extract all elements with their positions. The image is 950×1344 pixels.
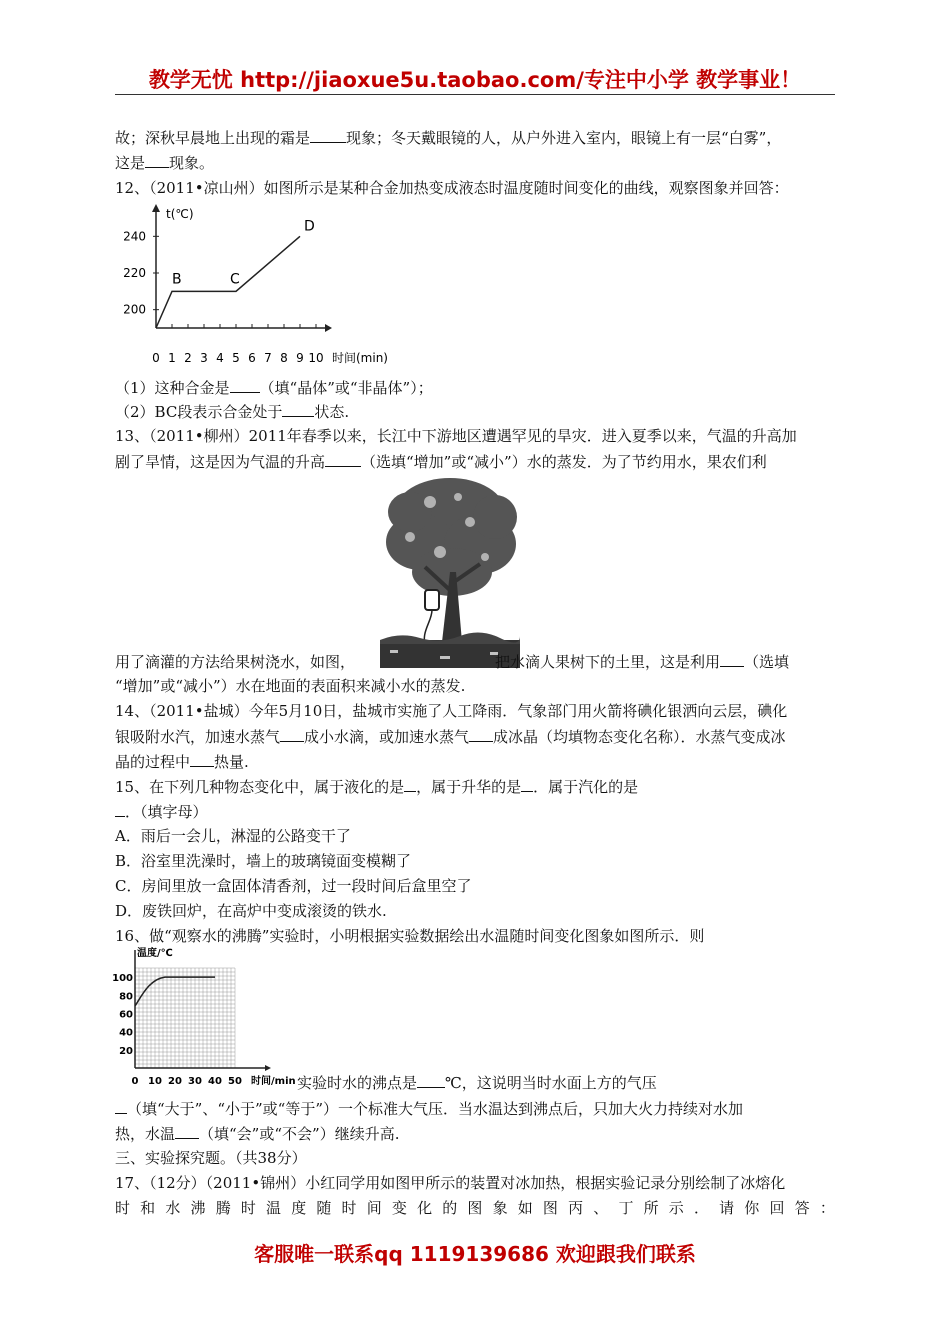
chart2-plot: [112, 946, 296, 1087]
footer-contact: 客服唯一联系qq 1119139686 欢迎跟我们联系: [254, 1242, 696, 1266]
q12-sub1: （1）这种合金是 （填“晶体”或“非晶体”）；: [115, 379, 433, 397]
alloy-heating-chart: [120, 200, 410, 370]
q15-line1: 15、在下列几种物态变化中，属于液化的是 ，属于升华的是 ．属于汽化的是: [115, 778, 639, 796]
x-tick-label: 10: [308, 351, 324, 365]
q17-word: 随: [316, 1199, 332, 1217]
q13-line1: 13、（2011•柳州）2011年春季以来，长江中下游地区遭遇罕见的旱灾．进入夏季以来，气温的升高加: [115, 427, 797, 445]
blank[interactable]: [521, 777, 533, 792]
q17-word: 所: [643, 1199, 659, 1217]
header-banner: 教学无忧 http://jiaoxue5u.taobao.com/专注中小学 教学事业！: [148, 68, 802, 92]
q17-word: 如: [517, 1199, 533, 1217]
x-tick-label: 20: [168, 1076, 182, 1087]
header-divider: [115, 94, 835, 95]
point-label-c: C: [230, 271, 240, 288]
q17-word: 温: [266, 1199, 282, 1217]
blank[interactable]: [417, 1073, 445, 1088]
point-label-b: B: [172, 271, 182, 288]
q17-word: 示: [668, 1199, 684, 1217]
x-axis-arrow: [265, 1065, 271, 1071]
y-tick-label: 80: [119, 991, 133, 1003]
point-label-d: D: [304, 218, 315, 235]
q13-line3: 用了滴灌的方法给果树浇水，如图， 把水滴人果树下的土里，这是利用 （选填: [115, 653, 790, 671]
q17-word: ：: [819, 1199, 835, 1217]
blank[interactable]: [325, 452, 361, 467]
q17-word: 水: [165, 1199, 181, 1217]
blank[interactable]: [115, 802, 125, 817]
q14-line1: 14、（2011•盐城）今年5月10日，盐城市实施了人工降雨．气象部门用火箭将碘化银洒向云层，碘化: [115, 702, 788, 720]
q15-option-d: D．废铁回炉，在高炉中变成滚烫的铁水.: [115, 902, 387, 920]
y-tick-label: 60: [119, 1009, 133, 1021]
q17-word: 时: [240, 1199, 256, 1217]
q12-sub2: （2）BC段表示合金处于 状态.: [115, 403, 350, 421]
q17-word: 图: [467, 1199, 483, 1217]
q17-word: 请: [719, 1199, 735, 1217]
blank[interactable]: [282, 402, 314, 417]
chart1-plot: [123, 204, 388, 365]
q17-word: 图: [542, 1199, 558, 1217]
drip-irrigation-tree-image: [380, 472, 520, 668]
x-tick-label: 1: [168, 351, 176, 365]
q17-line1: 17、（12分）（2011•锦州）小红同学用如图甲所示的装置对冰加热，根据实验记录分别绘制了冰熔化: [115, 1174, 786, 1192]
y-tick-label: 40: [119, 1027, 133, 1039]
x-axis-label: 时间(min): [332, 351, 388, 365]
q16-line4: 热，水温 （填“会”或“不会”）继续升高.: [115, 1125, 400, 1143]
y-axis-label: t(℃): [166, 207, 194, 221]
blank[interactable]: [115, 1099, 127, 1114]
x-tick-label: 40: [208, 1076, 222, 1087]
y-tick-label: 200: [123, 302, 146, 317]
q17-word: 度: [291, 1199, 307, 1217]
blank[interactable]: [404, 777, 416, 792]
blank[interactable]: [280, 727, 304, 742]
x-axis-label: 时间/min: [251, 1076, 296, 1087]
q17-word: 和: [140, 1199, 156, 1217]
q17-word: 腾: [215, 1199, 231, 1217]
q17-word: ．: [693, 1199, 709, 1217]
q16-line2: 实验时水的沸点是 ℃，这说明当时水面上方的气压: [297, 1074, 657, 1092]
q13-line2: 剧了旱情，这是因为气温的升高 （选填“增加”或“减小”）水的蒸发．为了节约用水，果农们利: [115, 453, 767, 471]
y-axis-label: 温度/℃: [137, 948, 173, 959]
x-tick-label: 30: [188, 1076, 202, 1087]
blank[interactable]: [230, 378, 260, 393]
q15-line2: ．（填字母）: [115, 802, 208, 821]
blank[interactable]: [190, 752, 214, 767]
y-tick-label: 20: [119, 1045, 133, 1057]
y-axis-arrow: [152, 204, 160, 212]
q17-word: 象: [492, 1199, 508, 1217]
x-tick-label: 0: [152, 351, 160, 365]
q17-word: 丁: [618, 1199, 634, 1217]
x-tick-label: 9: [296, 351, 304, 365]
q17-word: 回: [769, 1199, 785, 1217]
q17-word: 化: [417, 1199, 433, 1217]
water-boiling-chart: [112, 944, 305, 1088]
q15-option-a: A．雨后一会儿，淋湿的公路变干了: [115, 827, 351, 845]
q16-line3: （填“大于”、“小于”或“等于”）一个标准大气压．当水温达到沸点后，只加大火力持续对水加: [115, 1099, 743, 1118]
q14-line3: 晶的过程中 热量.: [115, 753, 249, 771]
q13-line4: “增加”或“减小”）水在地面的表面积来减小水的蒸发.: [115, 677, 466, 695]
y-tick-label: 220: [123, 266, 146, 280]
x-tick-label: 8: [280, 351, 288, 365]
blank[interactable]: [310, 128, 346, 143]
q17-word: 你: [744, 1199, 760, 1217]
q17-word: 、: [593, 1199, 609, 1217]
q15-option-b: B．浴室里洗澡时，墙上的玻璃镜面变模糊了: [115, 852, 412, 870]
x-tick-label: 6: [248, 351, 256, 365]
q17-word: 间: [366, 1199, 382, 1217]
x-tick-label: 50: [228, 1076, 242, 1087]
q17-word: 时: [115, 1199, 131, 1217]
blank[interactable]: [720, 652, 744, 667]
x-tick-label: 3: [200, 351, 208, 365]
x-tick-label: 7: [264, 351, 272, 365]
q11-line2: 这是 现象。: [115, 154, 215, 172]
q17-line2: [115, 1199, 835, 1217]
q17-word: 的: [442, 1199, 458, 1217]
x-tick-label: 0: [131, 1076, 139, 1087]
q17-word: 时: [341, 1199, 357, 1217]
x-axis-arrow: [325, 324, 332, 332]
q11-line1: 故；深秋早晨地上出现的霜是 现象；冬天戴眼镜的人，从户外进入室内，眼镜上有一层“白雾”，: [115, 129, 782, 147]
x-tick-label: 4: [216, 351, 224, 365]
q17-word: 丙: [568, 1199, 584, 1217]
blank[interactable]: [145, 153, 169, 168]
y-tick-label: 100: [112, 973, 133, 985]
q15-option-c: C．房间里放一盒固体清香剂，过一段时间后盒里空了: [115, 877, 472, 895]
q16-line1: 16、做“观察水的沸腾”实验时，小明根据实验数据绘出水温随时间变化图象如图所示．则: [115, 927, 705, 945]
blank[interactable]: [469, 727, 493, 742]
section3-title: 三、实验探究题。（共38分）: [115, 1149, 307, 1167]
x-tick-label: 2: [184, 351, 192, 365]
q14-line2: 银吸附水汽，加速水蒸气 成小水滴，或加速水蒸气 成冰晶（均填物态变化名称）．水蒸气变成冰: [115, 728, 786, 746]
x-tick-label: 10: [148, 1076, 162, 1087]
q12-stem: 12、（2011•凉山州）如图所示是某种合金加热变成液态时温度随时间变化的曲线，观察图象并回答：: [115, 179, 789, 197]
y-tick-label: 240: [123, 229, 146, 244]
blank[interactable]: [175, 1124, 199, 1139]
q17-word: 沸: [190, 1199, 206, 1217]
q17-word: 变: [391, 1199, 407, 1217]
x-tick-label: 5: [232, 351, 240, 365]
q17-word: 答: [794, 1199, 810, 1217]
